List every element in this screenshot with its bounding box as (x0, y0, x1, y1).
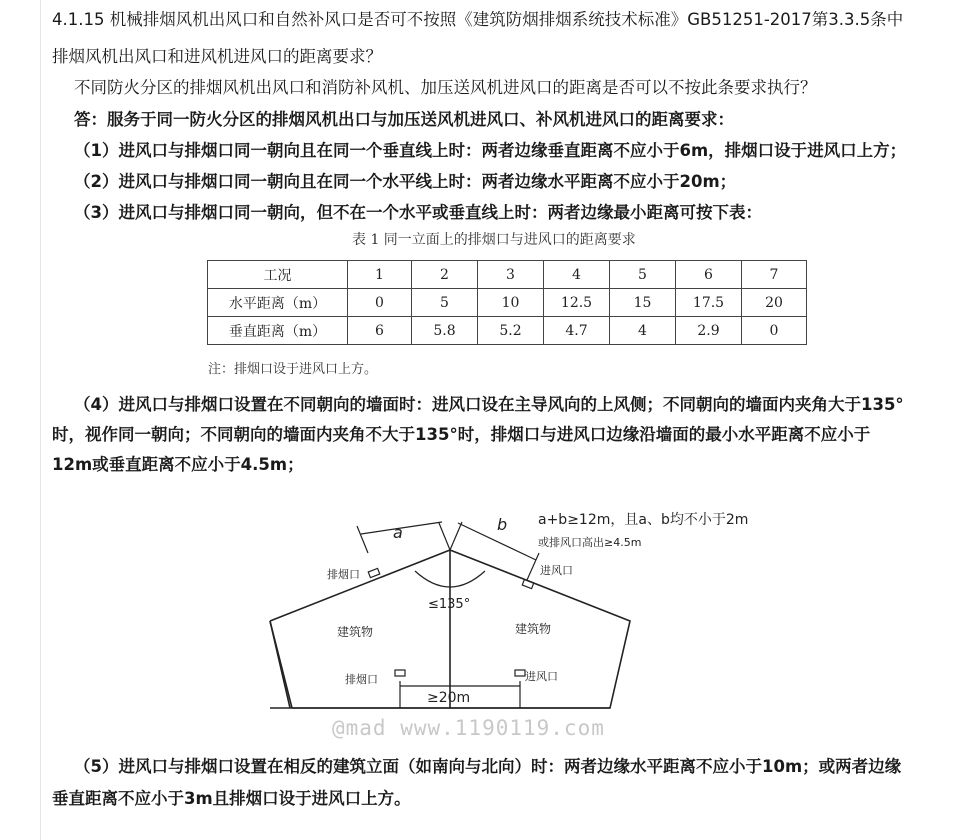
wall-angle-diagram (265, 498, 765, 728)
table-cell: 10 (478, 289, 544, 317)
answer-item-1: （1）进风口与排烟口同一朝向且在同一个垂直线上时：两者边缘垂直距离不应小于6m，排烟口设于进风口上方； (74, 141, 907, 160)
answer-intro: 答：服务于同一防火分区的排烟风机出口与加压送风机进风口、补风机进风口的距离要求： (74, 110, 734, 129)
table-caption: 表 1 同一立面上的排烟口与进风口的距离要求 (352, 232, 636, 248)
label-exhaust-bottom: 排烟口 (345, 673, 378, 686)
table-cell: 4.7 (544, 317, 610, 345)
intake-vent-bottom (515, 670, 525, 676)
label-angle: ≤135° (428, 597, 471, 612)
question-line-1: 4.1.15 机械排烟风机出风口和自然补风口是否可不按照《建筑防烟排烟系统技术标准》GB51251-2017第3.3.5条中 (52, 10, 904, 29)
label-distance: ≥20m (427, 690, 471, 706)
table-cell: 4 (544, 261, 610, 289)
condition-1: a+b≥12m，且a、b均不小于2m (538, 512, 749, 528)
table-cell: 5.2 (478, 317, 544, 345)
table-cell: 6 (348, 317, 412, 345)
table-cell: 1 (348, 261, 412, 289)
table-cell: 2 (412, 261, 478, 289)
exhaust-vent-top (368, 568, 379, 577)
intake-vent-top (522, 579, 533, 588)
table-header-row (208, 261, 807, 289)
label-intake-bottom: 进风口 (525, 670, 558, 683)
answer-item-4 (52, 390, 952, 480)
answer-item-3: （3）进风口与排烟口同一朝向，但不在一个水平或垂直线上时：两者边缘最小距离可按下表： (74, 203, 762, 222)
label-building-right: 建筑物 (515, 622, 552, 636)
table-cell: 工况 (208, 261, 348, 289)
answer-item-4-line-1: （4）进风口与排烟口设置在不同朝向的墙面时：进风口设在主导风向的上风侧；不同朝向的墙面内夹角大于135° (74, 395, 904, 414)
table-cell: 0 (348, 289, 412, 317)
condition-2: 或排风口高出≥4.5m (538, 536, 642, 549)
label-b: b (497, 515, 508, 534)
table-cell: 12.5 (544, 289, 610, 317)
table-cell: 6 (676, 261, 742, 289)
table-cell: 0 (742, 317, 807, 345)
table-cell: 垂直距离（m） (208, 317, 348, 345)
distance-table (207, 260, 807, 345)
question-line-2: 排烟风机出风口和进风机进风口的距离要求？ (52, 47, 382, 66)
table-cell: 水平距离（m） (208, 289, 348, 317)
table-cell: 5 (412, 289, 478, 317)
table-cell: 7 (742, 261, 807, 289)
watermark-text: @mad www.1190119.com (332, 716, 605, 740)
answer-item-4-line-3: 12m或垂直距离不应小于4.5m； (52, 455, 304, 474)
table-cell: 2.9 (676, 317, 742, 345)
answer-item-4-line-2: 时，视作同一朝向；不同朝向的墙面内夹角不大于135°时，排烟口与进风口边缘沿墙面的最小水平距离不应小于 (52, 425, 871, 444)
answer-item-5-line-1: （5）进风口与排烟口设置在相反的建筑立面（如南向与北向）时：两者边缘水平距离不应小于10m；或两者边缘 (74, 757, 902, 776)
table-cell: 3 (478, 261, 544, 289)
label-exhaust-top: 排烟口 (327, 568, 360, 581)
table-cell: 5 (610, 261, 676, 289)
answer-item-5-line-2: 垂直距离不应小于3m且排烟口设于进风口上方。 (52, 789, 411, 808)
table-row (208, 317, 807, 345)
question-line-3: 不同防火分区的排烟风机出风口和消防补风机、加压送风机进风口的距离是否可以不按此条要求执行？ (74, 78, 817, 97)
label-intake-top: 进风口 (540, 564, 573, 577)
table-cell: 4 (610, 317, 676, 345)
table-cell: 17.5 (676, 289, 742, 317)
label-a: a (393, 523, 403, 542)
table-cell: 5.8 (412, 317, 478, 345)
label-building-left: 建筑物 (337, 625, 374, 639)
building-left-wall (270, 621, 292, 708)
table-row (208, 289, 807, 317)
exhaust-vent-bottom (395, 670, 405, 676)
table-cell: 15 (610, 289, 676, 317)
answer-item-2: （2）进风口与排烟口同一朝向且在同一个水平线上时：两者边缘水平距离不应小于20m； (74, 172, 737, 191)
table-note: 注：排烟口设于进风口上方。 (208, 362, 378, 377)
left-border-line (40, 0, 41, 840)
table-cell: 20 (742, 289, 807, 317)
